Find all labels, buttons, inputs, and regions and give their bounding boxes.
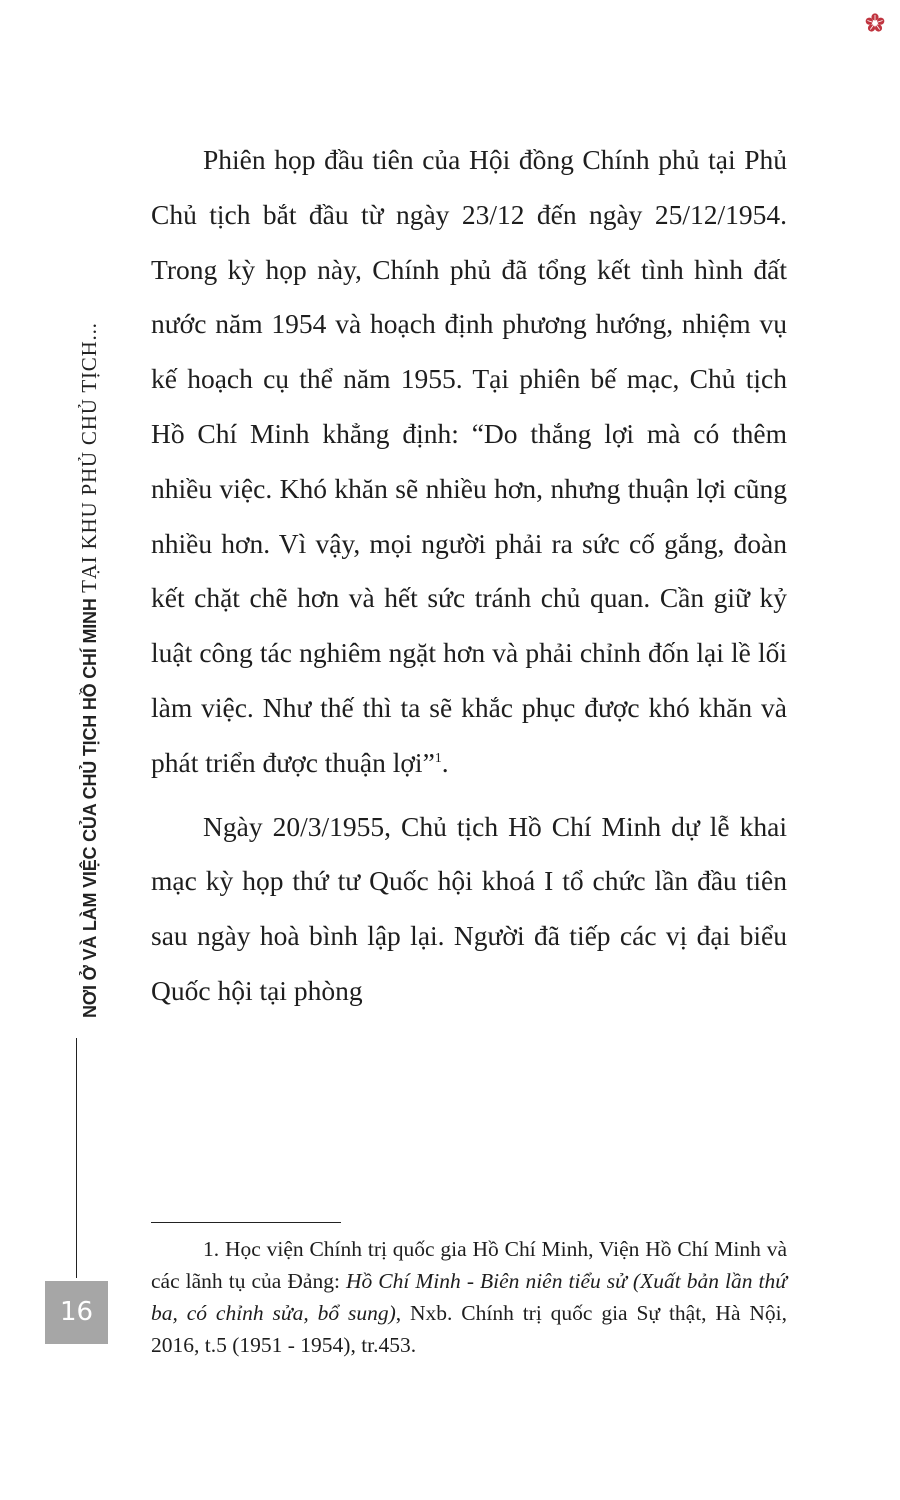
paragraph-1-text: Phiên họp đầu tiên của Hội đồng Chính phủ tại Phủ Chủ tịch bắt đầu từ ngày 23/12 đến ngày 25/12/1954. Trong kỳ họp này, Chính phủ đã tổng kết tình hình đất nước năm 1954 và hoạch định phương hướng, nhiệm vụ kế hoạch cụ thể năm 1955. Tại phiên bế mạc, Chủ tịch Hồ Chí Minh khẳng định: “Do thắng lợi mà có thêm nhiều việc. Khó khăn sẽ nhiều hơn, nhưng thuận lợi cũng nhiều hơn. Vì vậy, mọi người phải ra sức cố gắng, đoàn kết chặt chẽ hơn và hết sức tránh chủ quan. Cần giữ kỷ luật công tác nghiêm ngặt hơn và phải chỉnh đốn lại lề lối làm việc. Như thế thì ta sẽ khắc phục được khó khăn và phát triển được thuận lợi” — [151, 144, 787, 778]
footnote-reference[interactable]: 1 — [434, 750, 442, 766]
running-title-bold: NƠI Ở VÀ LÀM VIỆC CỦA CHỦ TỊCH HỒ CHÍ MINH — [80, 598, 100, 1018]
running-title — [79, 322, 100, 1018]
flower-ornament-icon — [864, 12, 886, 34]
paragraph-1-end: . — [441, 746, 449, 778]
page-number: 16 — [45, 1281, 108, 1344]
footnote-title: Hồ Chí Minh - Biên niên tiểu sử (Xuất bản lần thứ ba, có chỉnh sửa, bổ sung) — [151, 1269, 788, 1325]
paragraph-1 — [151, 133, 787, 791]
footnote-lead: 1. Học viện Chính trị quốc gia Hồ Chí Minh, Viện Hồ Chí Minh và các lãnh tụ của Đảng: — [151, 1237, 787, 1293]
paragraph-2: Ngày 20/3/1955, Chủ tịch Hồ Chí Minh dự lễ khai mạc kỳ họp thứ tư Quốc hội khoá I tổ chức lần đầu tiên sau ngày hoà bình lập lại. Người đã tiếp các vị đại biểu Quốc hội tại phòng — [151, 810, 787, 1006]
footnote — [151, 1233, 787, 1361]
footnote-separator — [151, 1222, 341, 1223]
running-title-regular: TẠI KHU PHỦ CHỦ TỊCH... — [77, 322, 101, 593]
running-title-rule — [76, 1038, 77, 1278]
body-text — [151, 133, 787, 1028]
footnote-tail: , Nxb. Chính trị quốc gia Sự thật, Hà Nội, 2016, t.5 (1951 - 1954), tr.453. — [151, 1301, 787, 1357]
